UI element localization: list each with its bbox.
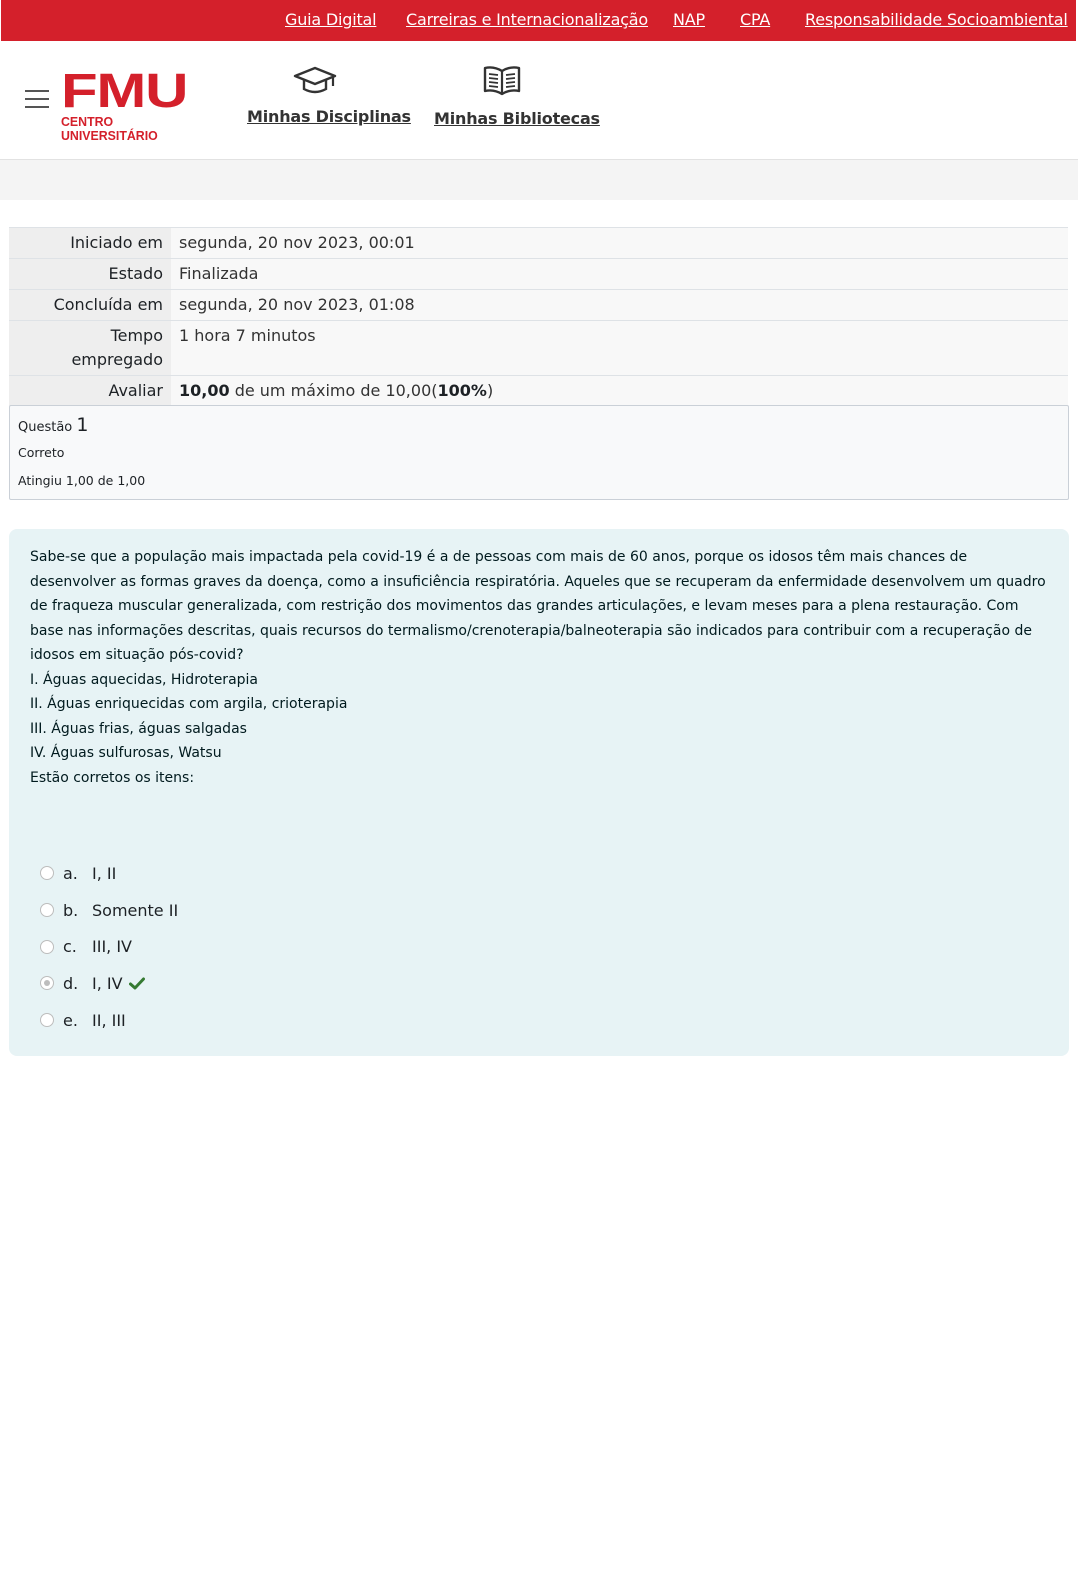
question-number [18, 414, 1060, 439]
question-text [30, 545, 1048, 790]
grade-close: ) [486, 381, 494, 400]
question-item: IV. Águas sulfurosas, Watsu [30, 745, 222, 761]
summary-value: Finalizada [171, 259, 1068, 290]
summary-value: 1 hora 7 minutos [171, 321, 1068, 376]
question-content [9, 529, 1069, 1056]
radio-button[interactable] [40, 866, 54, 880]
radio-button[interactable] [40, 903, 54, 917]
answer-option-b[interactable] [40, 892, 178, 929]
link-carreiras[interactable]: Carreiras e Internacionalização [406, 10, 649, 29]
graduation-cap-icon [293, 65, 337, 95]
question-mark: Atingiu 1,00 de 1,00 [18, 473, 146, 488]
summary-label: Estado [9, 259, 171, 290]
top-utility-bar [1, 0, 1076, 41]
summary-value: segunda, 20 nov 2023, 00:01 [171, 228, 1068, 259]
question-status: Correto [18, 445, 65, 460]
question-info [9, 405, 1069, 500]
question-item: III. Águas frias, águas salgadas [30, 720, 247, 737]
logo-wordmark: FMU [61, 65, 188, 118]
option-text: I, IV [92, 973, 123, 993]
open-book-icon [482, 65, 522, 97]
summary-row [9, 321, 1068, 376]
answer-option-e[interactable] [40, 1002, 178, 1039]
summary-row [9, 290, 1068, 321]
nav-label: Minhas Disciplinas [247, 107, 411, 126]
site-header [0, 41, 1078, 160]
summary-row [9, 259, 1068, 290]
question-prompt: Estão corretos os itens: [30, 769, 195, 786]
option-text: III, IV [92, 937, 132, 957]
attempt-summary-table [9, 227, 1068, 406]
grade-percent: 100% [437, 381, 487, 400]
grade-value [171, 376, 1068, 407]
summary-row [9, 228, 1068, 259]
option-letter: e. [63, 1010, 78, 1030]
radio-button[interactable] [40, 1013, 54, 1027]
option-letter: c. [63, 937, 77, 957]
option-letter: d. [63, 973, 79, 993]
nav-minhas-disciplinas[interactable] [247, 65, 411, 126]
option-letter: b. [63, 900, 79, 920]
check-icon [129, 977, 145, 990]
grade-score: 10,00 [179, 381, 230, 400]
radio-button-selected[interactable] [40, 976, 54, 990]
option-text: I, II [92, 863, 117, 883]
summary-label: Tempo empregado [9, 321, 171, 376]
page-header-strip [0, 160, 1078, 200]
question-label: Questão [18, 420, 73, 435]
link-guia-digital[interactable]: Guia Digital [285, 10, 377, 29]
summary-value: segunda, 20 nov 2023, 01:08 [171, 290, 1068, 321]
grade-max: de um máximo de 10,00( [229, 381, 438, 400]
menu-icon[interactable] [25, 89, 49, 109]
fmu-logo[interactable] [61, 65, 201, 143]
option-text: Somente II [92, 900, 179, 920]
summary-row-grade [9, 376, 1068, 407]
answer-options [40, 855, 178, 1038]
nav-minhas-bibliotecas[interactable] [434, 65, 600, 128]
summary-label: Concluída em [9, 290, 171, 321]
answer-option-d[interactable] [40, 965, 178, 1002]
question-item: I. Águas aquecidas, Hidroterapia [30, 671, 258, 688]
link-responsabilidade[interactable]: Responsabilidade Socioambiental [805, 10, 1068, 29]
radio-button[interactable] [40, 940, 54, 954]
question-item: II. Águas enriquecidas com argila, crioterapia [30, 696, 348, 712]
option-text: II, III [92, 1010, 126, 1030]
question-num: 1 [76, 414, 89, 436]
answer-option-a[interactable] [40, 855, 178, 892]
link-nap[interactable]: NAP [673, 10, 705, 29]
summary-label: Avaliar [9, 376, 171, 407]
logo-subtitle: CENTRO UNIVERSITÁRIO [61, 114, 158, 143]
link-cpa[interactable]: CPA [740, 10, 771, 29]
nav-label: Minhas Bibliotecas [434, 109, 600, 128]
summary-label: Iniciado em [9, 228, 171, 259]
answer-option-c[interactable] [40, 928, 178, 965]
option-letter: a. [63, 863, 78, 883]
question-stem: Sabe-se que a população mais impactada pela covid-19 é a de pessoas com mais de 60 anos, porque os idosos têm mais chances de desenvolver as formas graves da doença, como a insuficiência respiratória. Aqueles que se recuperam da enfermidade desenvolvem um quadro de fraqueza muscular generalizada, com restrição dos movimentos das grandes articulações, e levam meses para a plena restauração. Com base nas informações descritas, quais recursos do termalismo/crenoterapia/balneoterapia são indicados para contribuir com a recuperação de idosos em situação pós-covid? [30, 549, 1046, 663]
